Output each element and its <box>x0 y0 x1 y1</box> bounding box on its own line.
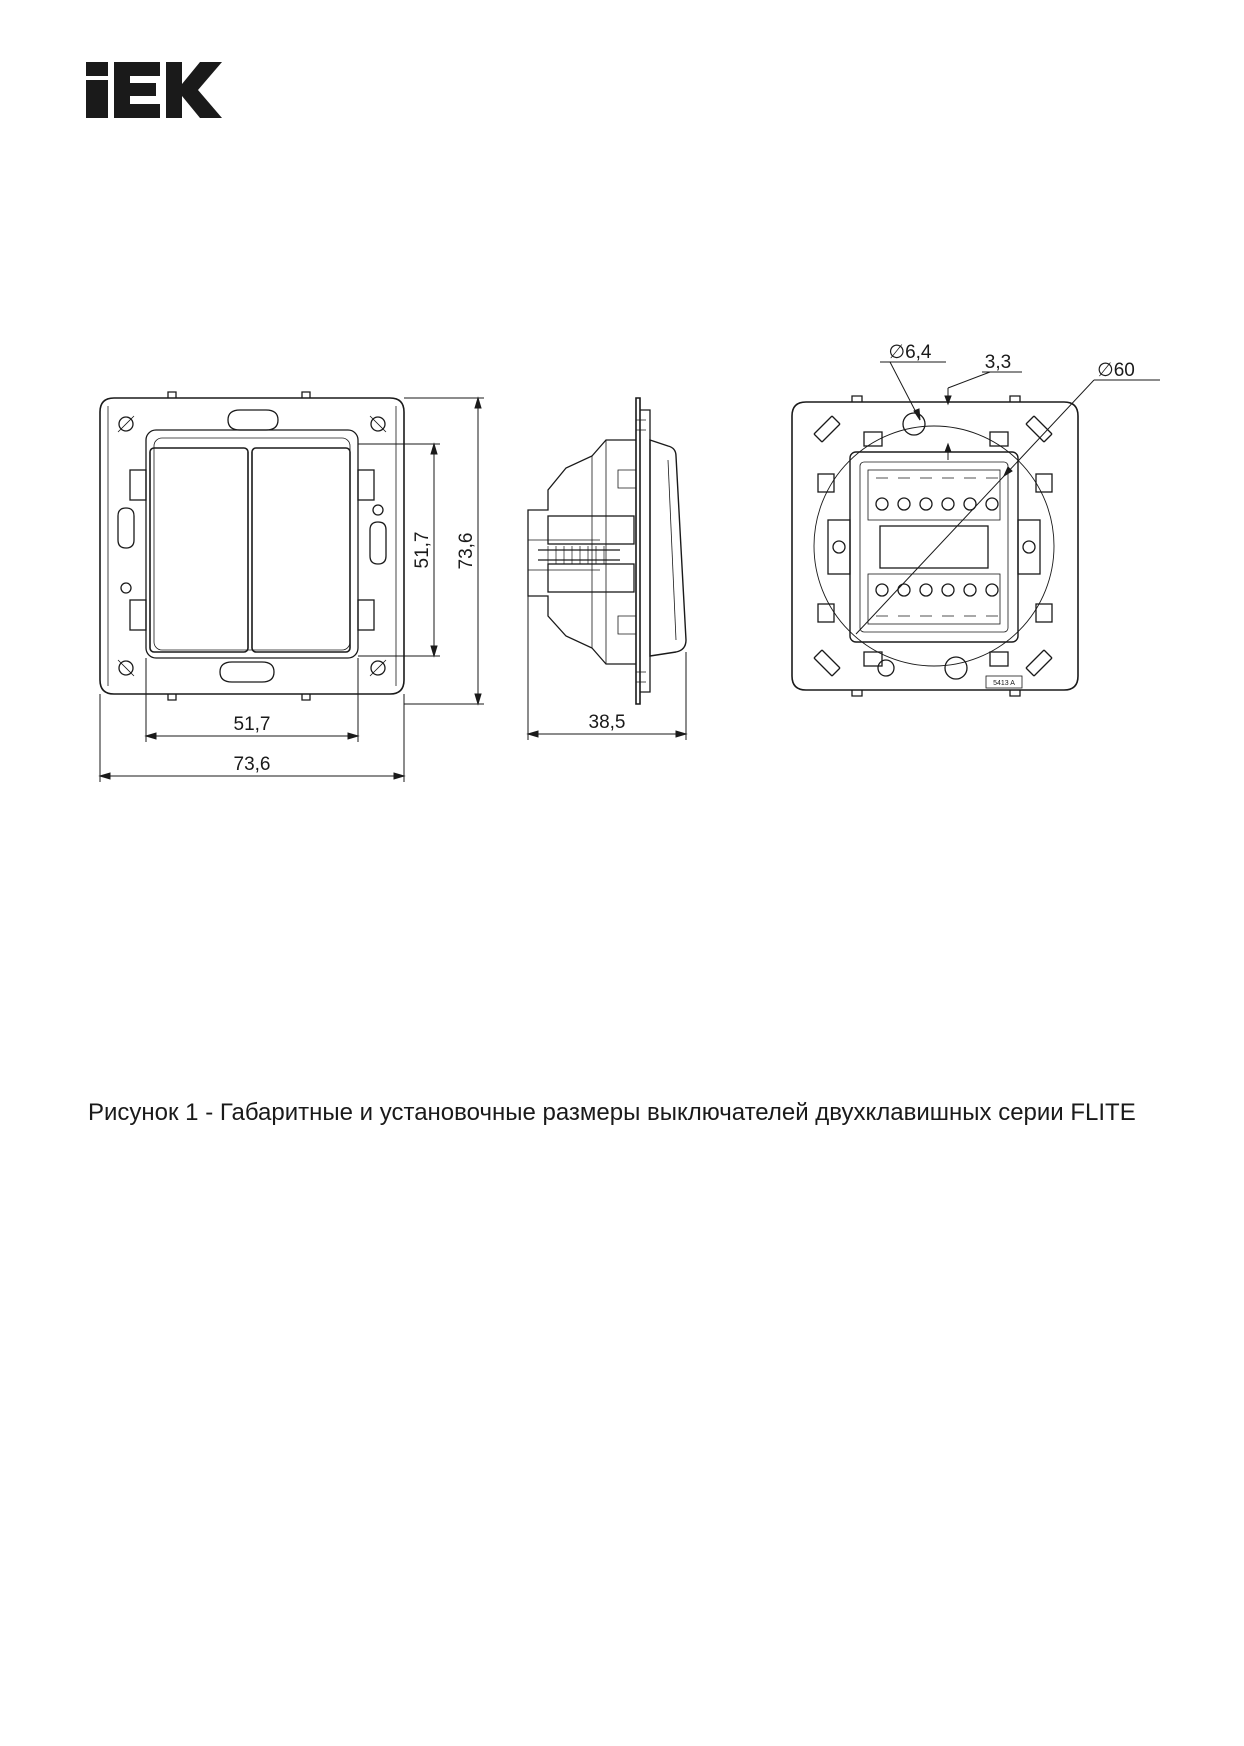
back-hole-diameter-label: ∅6,4 <box>888 342 932 363</box>
front-height-inner-label: 51,7 <box>412 531 433 569</box>
back-marking-label: 5413 A <box>993 680 1015 687</box>
front-view <box>100 392 404 700</box>
front-view-dimensions <box>100 398 484 782</box>
back-circle-diameter-label: ∅60 <box>1097 360 1135 381</box>
back-view <box>792 396 1078 696</box>
front-width-inner-label: 51,7 <box>233 714 271 735</box>
side-view <box>528 398 686 704</box>
back-offset-label: 3,3 <box>984 352 1012 373</box>
figure-caption: Рисунок 1 - Габаритные и установочные размеры выключателей двухклавишных серии FLITE <box>88 1099 1136 1126</box>
side-depth-label: 38,5 <box>588 712 626 733</box>
front-height-outer-label: 73,6 <box>456 532 477 570</box>
front-width-outer-label: 73,6 <box>233 754 271 775</box>
